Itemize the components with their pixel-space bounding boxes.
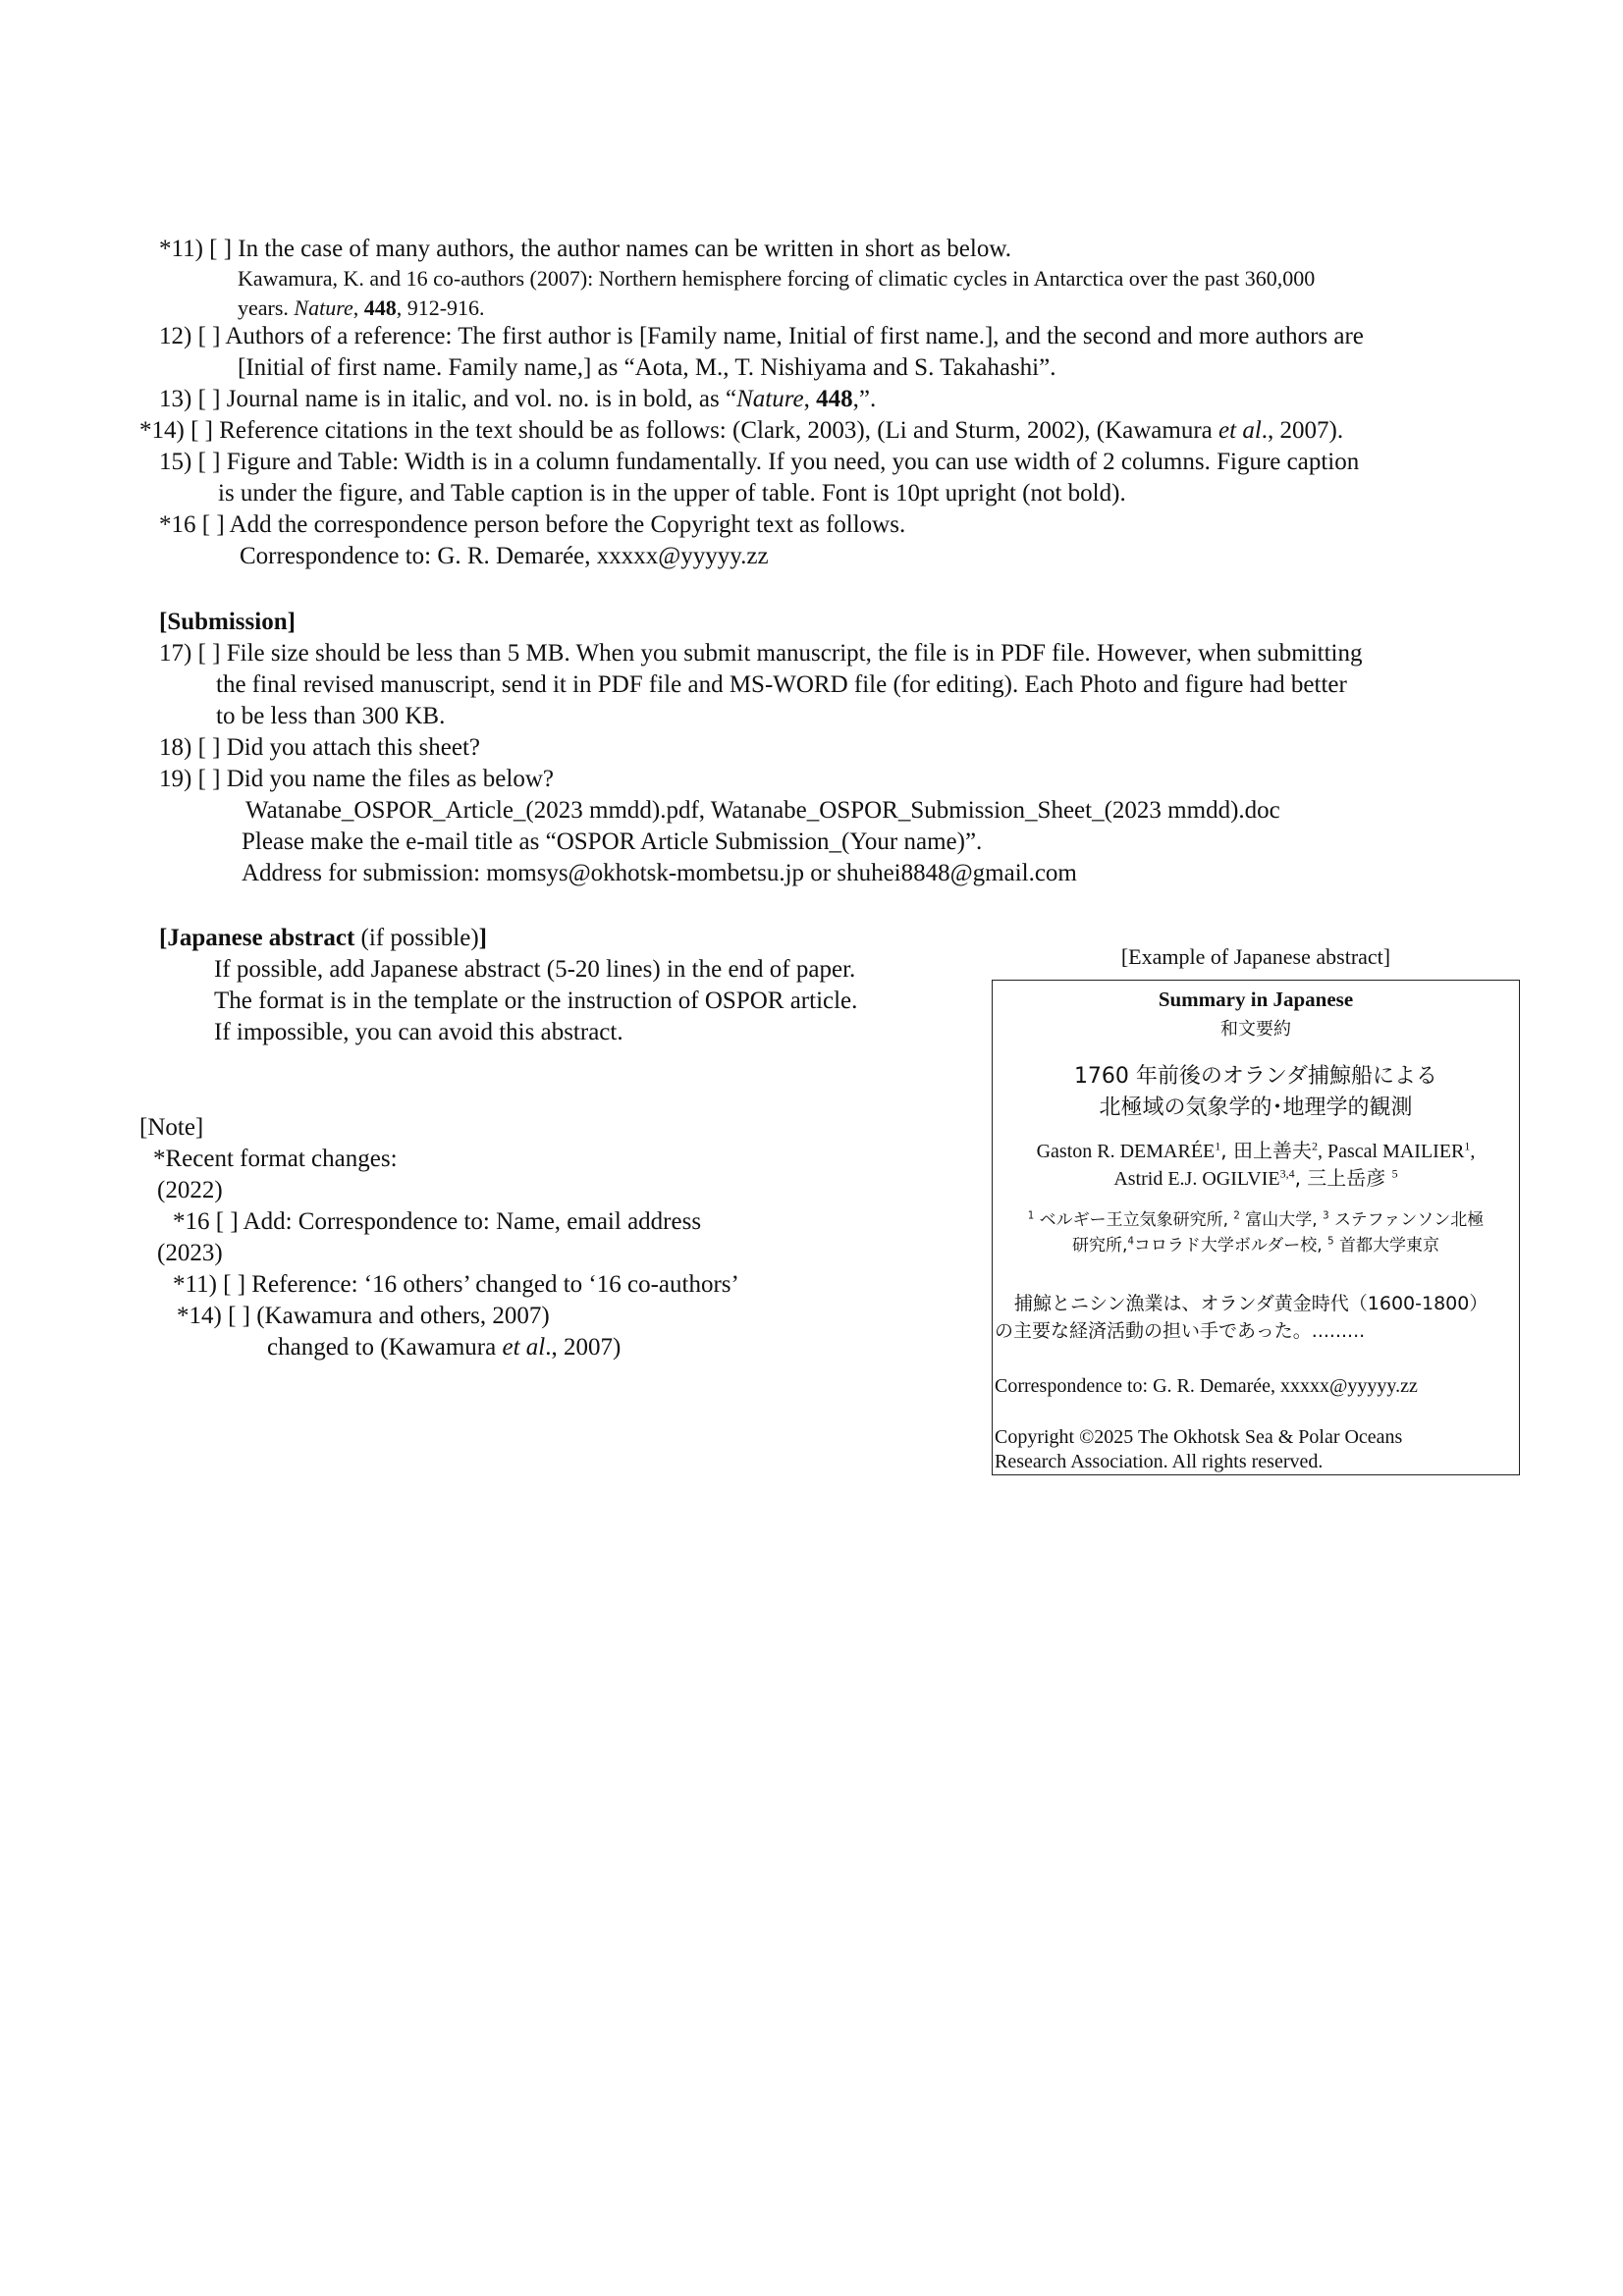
item-19-filenames: Watanabe_OSPOR_Article_(2023 mmdd).pdf, Watanabe_OSPOR_Submission_Sheet_(2023 mmdd).doc (245, 797, 1280, 824)
japanese-abstract-line1: If possible, add Japanese abstract (5-20 lines) in the end of paper. (214, 956, 856, 983)
japanese-abstract-heading (159, 923, 487, 954)
affiliation: 研究所, (1072, 1236, 1128, 1255)
example-copyright-line1: Copyright ©2025 The Okhotsk Sea & Polar Oceans (995, 1426, 1403, 1448)
example-text: years. (238, 295, 295, 320)
affiliation: 富山大学, (1239, 1210, 1324, 1230)
affiliations-line1 (993, 1208, 1519, 1233)
item-14 (139, 415, 1343, 447)
note-change-2023-14: *14) [ ] (Kawamura and others, 2007) (177, 1303, 550, 1329)
affiliation: ベルギー王立気象研究所, (1034, 1210, 1234, 1230)
authors-line1 (993, 1138, 1519, 1165)
aff-sup: 1 (1027, 1210, 1035, 1222)
author: , (1470, 1141, 1476, 1162)
note-etal: et al (502, 1334, 546, 1361)
aff-sup: 2 (1233, 1210, 1240, 1222)
item-15-line1: 15) [ ] Figure and Table: Width is in a column fundamentally. If you need, you can use width of 2 columns. Figure caption (159, 449, 1360, 475)
item-16-example: Correspondence to: G. R. Demarée, xxxxx@yyyyy.zz (240, 543, 769, 569)
japanese-abstract-example (992, 980, 1520, 1475)
item-13 (159, 384, 876, 415)
note-change-2022: *16 [ ] Add: Correspondence to: Name, email address (173, 1208, 702, 1235)
example-correspondence: Correspondence to: G. R. Demarée, xxxxx@yyyyy.zz (995, 1375, 1418, 1397)
example-text: , 912-916. (396, 295, 485, 320)
note-heading: [Note] (139, 1114, 204, 1141)
submission-heading: [Submission] (159, 609, 296, 635)
item-17-line1: 17) [ ] File size should be less than 5 MB. When you submit manuscript, the file is in PDF file. However, when submitting (159, 640, 1363, 667)
author-sup: 2 (1311, 1139, 1318, 1153)
note-year-2023: (2023) (157, 1240, 223, 1266)
japanese-abstract-line2: The format is in the template or the instruction of OSPOR article. (214, 988, 858, 1014)
heading-bold: ] (478, 925, 487, 951)
author: Gaston R. DEMARÉE (1036, 1141, 1216, 1162)
example-caption: [Example of Japanese abstract] (1120, 944, 1391, 969)
item-13-journal: Nature (736, 386, 804, 412)
item-13-text: ,”. (852, 386, 877, 412)
author: , 田上善夫 (1220, 1139, 1312, 1162)
author: , Pascal MAILIER (1317, 1141, 1465, 1162)
authors-line2 (993, 1165, 1519, 1193)
example-copyright-line2: Research Association. All rights reserved. (995, 1451, 1324, 1472)
item-14-text: *14) [ ] Reference citations in the text should be as follows: (Clark, 2003), (Li and Sturm, 2002), (Kawamura (139, 417, 1219, 444)
aff-sup: 3 (1323, 1210, 1329, 1222)
item-14-etal: et al (1218, 417, 1262, 444)
author: , 三上岳彦 (1294, 1166, 1392, 1190)
item-17-line3: to be less than 300 KB. (216, 703, 446, 729)
item-15-line2: is under the figure, and Table caption is in the upper of table. Font is 10pt upright (not bold). (218, 480, 1126, 507)
author-sup: 1 (1215, 1139, 1221, 1153)
affiliation: コロラド大学ボルダー校, (1133, 1236, 1328, 1255)
note-text: ., 2007) (545, 1334, 622, 1361)
example-text: , (352, 295, 364, 320)
example-journal: Nature (294, 295, 353, 320)
item-12-line2: [Initial of first name. Family name,] as “Aota, M., T. Nishiyama and S. Takahashi”. (238, 354, 1056, 381)
summary-title: Summary in Japanese (1158, 988, 1354, 1011)
author-sup: 3,4 (1279, 1166, 1295, 1181)
affiliation: 首都大学東京 (1333, 1236, 1439, 1255)
item-19-address: Address for submission: momsys@okhotsk-mombetsu.jp or shuhei8848@gmail.com (242, 860, 1077, 886)
paper-title-line1: 1760 年前後のオランダ捕鯨船による (1073, 1064, 1438, 1089)
item-13-volume: 448 (816, 386, 853, 412)
item-11-example-line1: Kawamura, K. and 16 co-authors (2007): Northern hemisphere forcing of climatic cycles in Antarctica over the past 360,000 (238, 266, 1316, 291)
aff-sup: 5 (1327, 1236, 1334, 1248)
item-18: 18) [ ] Did you attach this sheet? (159, 734, 480, 761)
note-line: *Recent format changes: (153, 1146, 398, 1172)
item-13-text: , (803, 386, 817, 412)
heading-normal: (if possible) (354, 925, 479, 951)
author-sup: 1 (1464, 1139, 1471, 1153)
item-11-example-line2 (238, 294, 485, 323)
item-19: 19) [ ] Did you name the files as below? (159, 766, 554, 792)
heading-bold: [Japanese abstract (159, 925, 355, 951)
abstract-body-line1: 捕鯨とニシン漁業は、オランダ黄金時代（1600-1800） (1014, 1293, 1488, 1314)
note-text: changed to (Kawamura (267, 1334, 503, 1361)
item-11: *11) [ ] In the case of many authors, the author names can be written in short as below. (159, 236, 1012, 262)
note-change-2023-11: *11) [ ] Reference: ‘16 others’ changed to ‘16 co-authors’ (173, 1271, 739, 1298)
item-14-text: ., 2007). (1261, 417, 1344, 444)
example-volume: 448 (363, 295, 397, 320)
aff-sup: 4 (1127, 1236, 1134, 1248)
japanese-abstract-line3: If impossible, you can avoid this abstract. (214, 1019, 623, 1045)
item-19-email-title: Please make the e-mail title as “OSPOR Article Submission_(Your name)”. (242, 828, 983, 855)
affiliation: ステファンソン北極 (1328, 1210, 1485, 1230)
item-16: *16 [ ] Add the correspondence person before the Copyright text as follows. (159, 511, 906, 538)
author: Astrid E.J. OGILVIE (1113, 1168, 1280, 1190)
note-year-2022: (2022) (157, 1177, 223, 1203)
item-12-line1: 12) [ ] Authors of a reference: The first author is [Family name, Initial of first name.], and the second and more authors are (159, 323, 1364, 349)
author-sup: 5 (1391, 1166, 1398, 1181)
affiliations-line2 (993, 1234, 1519, 1258)
summary-title-jp: 和文要約 (1220, 1019, 1291, 1040)
item-17-line2: the final revised manuscript, send it in PDF file and MS-WORD file (for editing). Each Photo and figure had better (216, 671, 1347, 698)
paper-title-line2: 北極域の気象学的･地理学的観測 (1099, 1095, 1413, 1120)
abstract-body-line2: の主要な経済活動の担い手であった。......... (995, 1320, 1366, 1342)
note-change-2023-14-cont (267, 1332, 621, 1363)
item-13-text: 13) [ ] Journal name is in italic, and vol. no. is in bold, as “ (159, 386, 737, 412)
